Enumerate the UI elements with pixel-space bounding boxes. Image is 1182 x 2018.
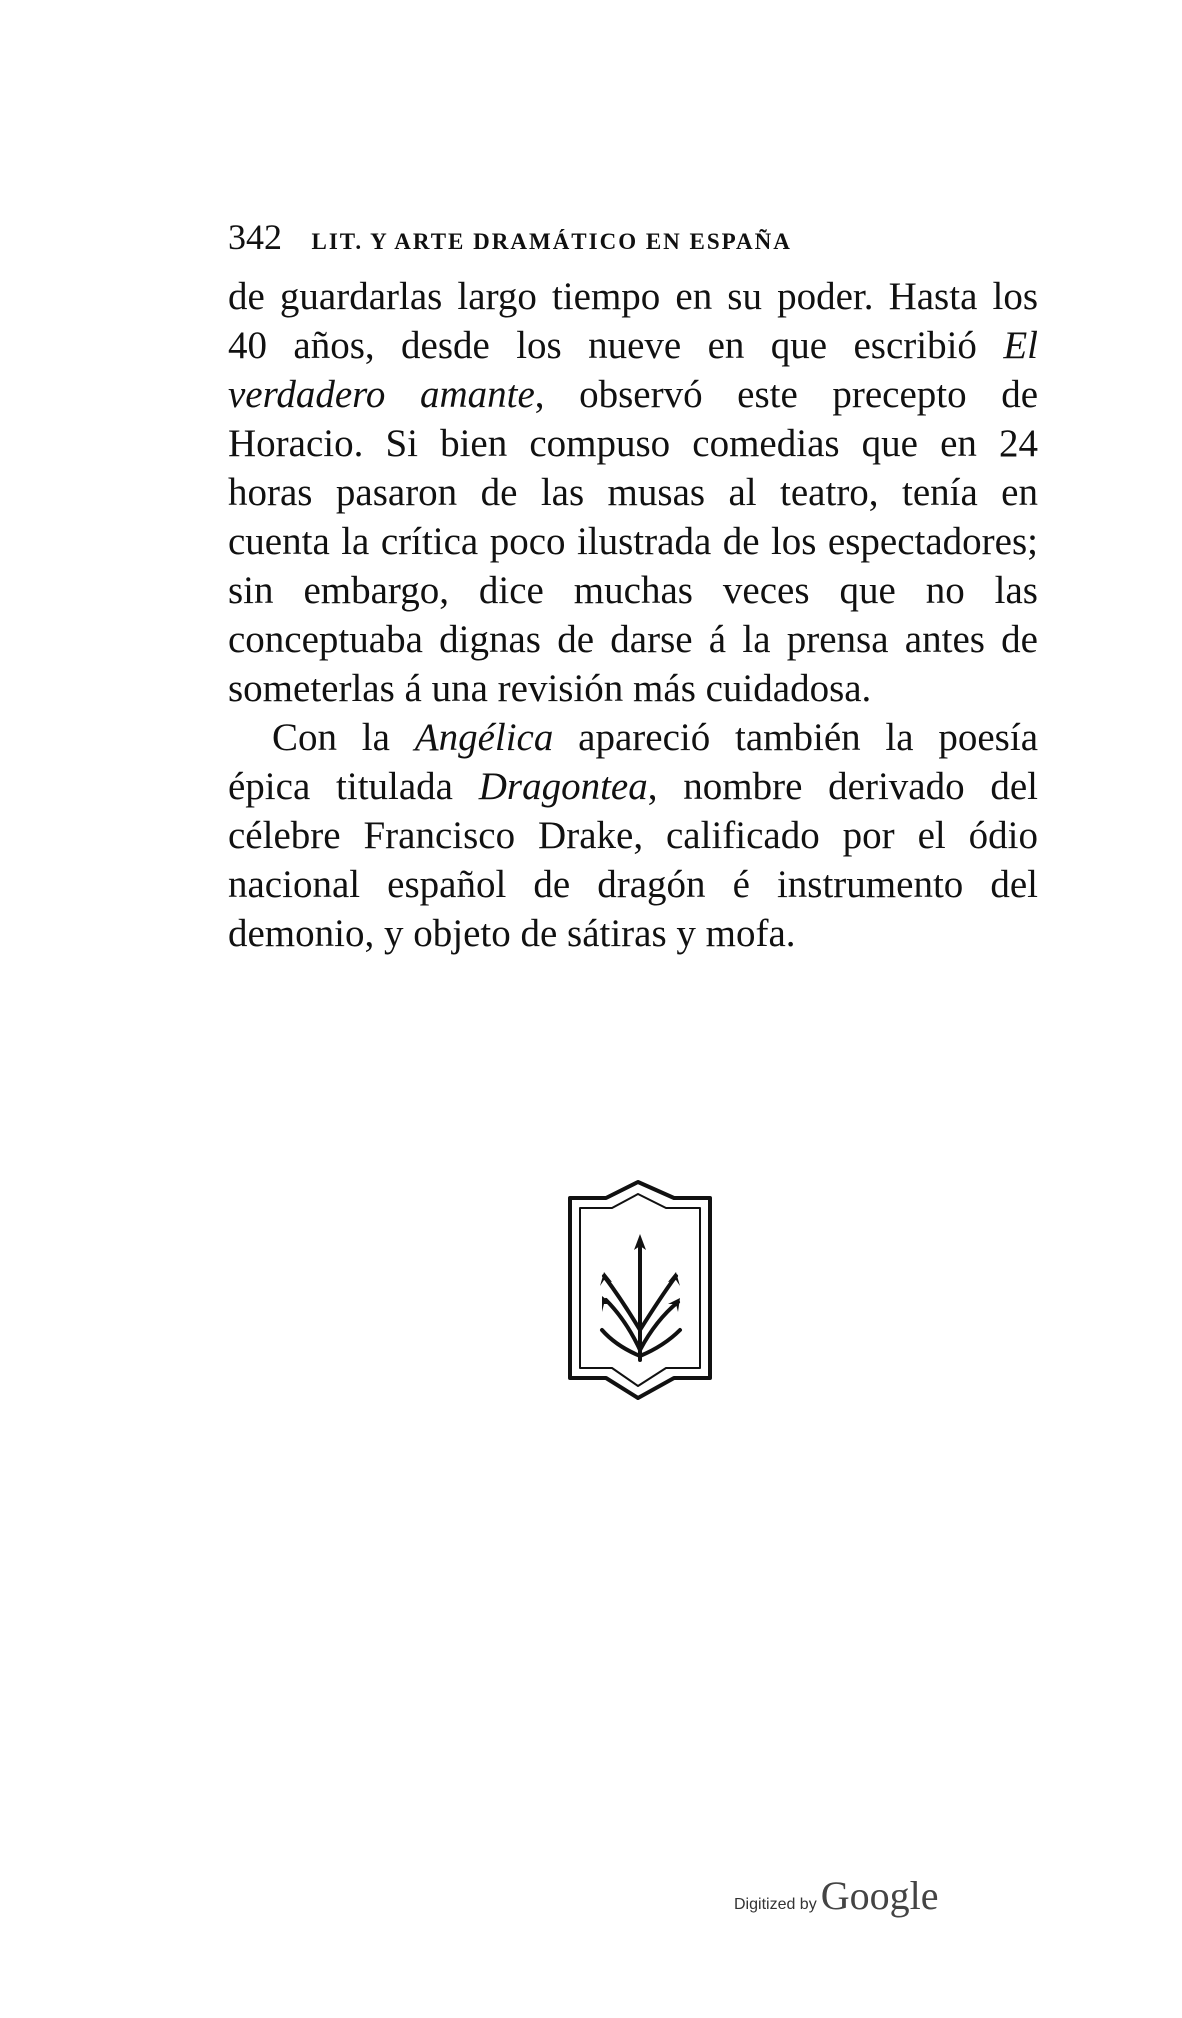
running-head-title: LIT. Y ARTE DRAMÁTICO EN ESPAÑA — [311, 229, 792, 254]
title-dragontea: Dragontea — [478, 765, 648, 808]
paragraph-1-text-b: , observó este precepto de Horacio. Si bien compuso comedias que en 24 horas pasaron de las musas al teatro, tenía en cuenta la crítica poco ilustrada de los espectadores; sin embargo, dice muchas veces que no las conceptuaba dignas de darse á la prensa antes de someterlas á una revisión más cuidadosa. — [228, 373, 1039, 710]
paragraph-2-text-c: , nombre derivado del célebre Francisco Drake, calificado por el ódio nacional español de dragón é instrumento del demonio, y objeto de sátiras y mofa. — [228, 765, 1038, 955]
page-number: 342 — [228, 217, 282, 257]
digitized-footer — [734, 1872, 938, 1919]
paragraph-2-text-b: apareció también la poesía épica titulada — [228, 716, 1038, 808]
google-logo-text: Google — [820, 1873, 939, 1918]
running-header — [228, 216, 1028, 258]
paragraph-2 — [228, 713, 1038, 958]
paragraph-1 — [228, 272, 1038, 713]
paragraph-2-text-a: Con la — [272, 716, 415, 759]
body-text — [228, 272, 1038, 958]
digitized-by-text: Digitized by — [734, 1896, 817, 1913]
plant-shield-icon — [566, 1180, 714, 1404]
title-el-verdadero-amante: El verdadero amante — [228, 324, 1038, 416]
paragraph-1-text-a: de guardarlas largo tiempo en su poder. Hasta los 40 años, desde los nueve en que escribió — [228, 275, 1038, 367]
title-angelica: Angélica — [414, 716, 554, 759]
